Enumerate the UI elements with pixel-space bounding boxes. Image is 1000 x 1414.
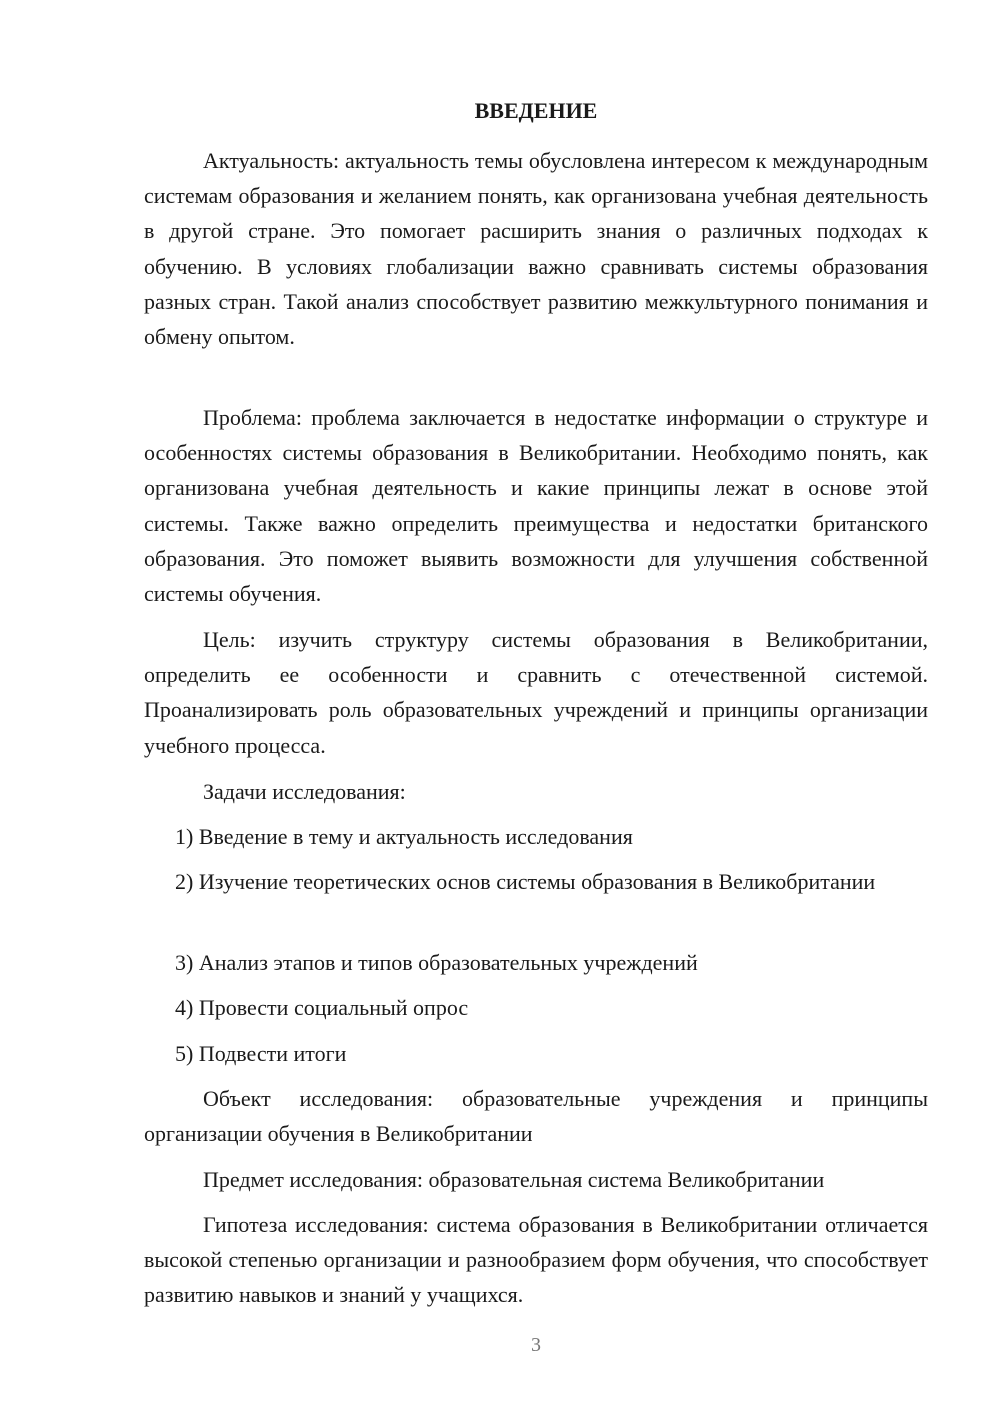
subject-paragraph: Предмет исследования: образовательная система Великобритании [203, 1167, 825, 1192]
task-item-4: 4) Провести социальный опрос [175, 995, 469, 1020]
hypothesis-paragraph: Гипотеза исследования: система образования в Великобритании отличается высокой степенью организации и разнообразием форм обучения, что способствует развитию навыков и знаний у учащихся. [144, 1212, 928, 1308]
goal-paragraph: Цель: изучить структуру системы образования в Великобритании, определить ее особенности и сравнить с отечественной системой. Проанализировать роль образовательных учреждений и принципы организации учебного процесса. [144, 627, 928, 758]
tasks-title: Задачи исследования: [203, 779, 406, 804]
task-item-2: 2) Изучение теоретических основ системы образования в Великобритании [175, 869, 876, 894]
task-item-3: 3) Анализ этапов и типов образовательных учреждений [175, 950, 698, 975]
relevance-paragraph: Актуальность: актуальность темы обусловлена интересом к международным системам образования и желанием понять, как организована учебная деятельность в другой стране. Это помогает расширить знания о различных подходах к обучению. В условиях глобализации важно сравнивать системы образования разных стран. Такой анализ способствует развитию межкультурного понимания и обмену опытом. [144, 148, 928, 350]
object-paragraph: Объект исследования: образовательные учреждения и принципы организации обучения в Великобритании [144, 1086, 928, 1147]
problem-paragraph: Проблема: проблема заключается в недостатке информации о структуре и особенностях системы образования в Великобритании. Необходимо понять, как организована учебная деятельность и какие принципы лежат в основе этой системы. Также важно определить преимущества и недостатки британского образования. Это поможет выявить возможности для улучшения собственной системы обучения. [144, 405, 928, 607]
page-title: ВВЕДЕНИЕ [474, 98, 598, 123]
page-number: 3 [531, 1334, 541, 1356]
task-item-1: 1) Введение в тему и актуальность исследования [175, 824, 633, 849]
task-item-5: 5) Подвести итоги [175, 1041, 347, 1066]
